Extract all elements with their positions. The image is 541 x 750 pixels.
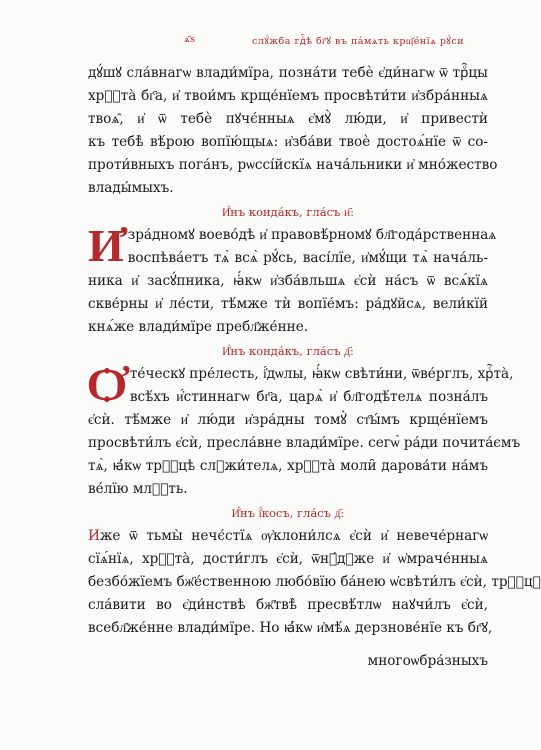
paragraph-kontakion-8 xyxy=(88,218,497,339)
text-line: проти́вныхъ пога́нъ, рѡссі́йскїѧ нача́льники и҆ мно́жество xyxy=(88,157,498,173)
running-title: слꙋ́жба гдⷭ҇ѣ бг҃ꙋ въ па́мѧть крщ҃е́нїѧ рꙋ́си xyxy=(252,36,465,47)
section-heading-kontakion-4: И҆́нъ конда́къ, гла́съ д҃: xyxy=(222,344,354,358)
text-line: дꙋ́шꙋ сла́внагѡ влади́мїра, позна́ти тебѐ є҆ди́нагѡ ѿ трⷪ҇цы xyxy=(88,65,488,81)
text-line: сїѧ́нїѧ, хрⷭ҇та̀, дости́глъ є҆сѝ, ѿнꙋ́дꙋже и҆ ѡ҆мраче́нныѧ xyxy=(88,551,488,567)
paragraph-intro xyxy=(88,62,498,200)
text-line: кнѧ́же влади́мїре пребл҃же́нне. xyxy=(88,319,309,335)
text-line: те́ческꙋ пре́лесть, і҆́дѡлы, ꙗ҆́кѡ свѣти́ни, ѿве́рглъ, хрⷭ҇та̀, xyxy=(129,366,514,382)
text-line: влады́мыхъ. xyxy=(88,180,174,196)
initial-letter: И xyxy=(88,528,100,544)
text-line: всебл҃же́нне влади́мїре. Но ꙗ҆́кѡ и҆мѣ́ѧ дерзнове́нїе къ бг҃ꙋ, xyxy=(88,620,493,636)
text-line: скве́рны и҆ ле́сти, тѣ́мже тѝ вопїе́мъ: ра́дꙋйсѧ, вели́кїй xyxy=(88,296,488,312)
section-heading-kontakion-8: И҆́нъ конда́къ, гла́съ и҃: xyxy=(221,205,355,219)
text-line: ника и҆ засꙋ́пника, ꙗ҆́кѡ и҆зба́вльшѧ є҆сѝ на́съ ѿ всѧ́кїѧ xyxy=(88,273,488,289)
text-line: воспѣва́етъ тѧ̀ всѧ̀ рꙋ́сь, васі́лїе, и҆мꙋ́щи тѧ̀ нача́ль- xyxy=(127,250,488,266)
body-text xyxy=(88,62,541,673)
page-number: ѧ҃ѕ xyxy=(184,34,196,45)
text-line: ве́лїю млⷭ҇ть. xyxy=(88,481,188,497)
section-heading-ikos-4: И҆́нъ і҆́косъ, гла́съ д҃: xyxy=(231,506,345,520)
catchword: многоѡбра́зныхъ xyxy=(367,653,488,669)
dropcap-letter: И҆ xyxy=(88,218,124,272)
text-line: твоѧ̑, и҆ ѿ тебѐ пꙋчє́нныѧ є҆мꙋ̀ лю́ди, и҆ привестѝ xyxy=(88,111,488,127)
paragraph-kontakion-4 xyxy=(88,357,521,501)
text-line: безбо́жїемъ бж҃е́ственною любо́вїю ба́нею ѡ҆свѣти́лъ є҆сѝ, трⷪ҇цꙋ xyxy=(88,574,541,590)
text-line: къ тебѣ̀ вѣ́рою вопїю́щыѧ: и҆зба́ви твоѐ достоѧ́нїе ѿ со- xyxy=(88,134,488,150)
text-line xyxy=(88,525,488,548)
text-line: хрⷭ҇та̀ бг҃а, и҆ твои́мъ крще́нїемъ просвѣти́ти и҆збра́нныѧ xyxy=(88,88,488,104)
text-line: тѧ̀, ꙗ҆́кѡ трⷪ҇цѣ слꙋжи́телѧ, хрⷭ҇та̀ моли̑ дарова́ти на́мъ xyxy=(88,458,488,474)
text-line: є҆сѝ. тѣ́мже и҆ лю́ди и҆зра́дны томꙋ̀ ст҃ы́мъ крще́нїемъ xyxy=(88,412,488,428)
text-line: всѣ́хъ и҆́стиннагѡ бг҃а, царѧ̀ и҆ бл҃годѣ́телѧ позна́лъ xyxy=(129,389,488,405)
text-line: зра́дномꙋ воево́дѣ и҆ правовѣ́рномꙋ бл҃года́рственнаѧ xyxy=(127,227,497,243)
text-line: сла́вити во є҆ди́нствѣ бж҃твѣ̀ пресвѣ́тлѡ наꙋчи́лъ є҆сѝ, xyxy=(88,597,488,613)
dropcap-letter: Ѻ҆ xyxy=(88,357,126,411)
paragraph-ikos-4 xyxy=(88,525,541,673)
text-line: просвѣти́лъ є҆сѝ, пресла́вне влади́мїре. сегѡ̀ ра́ди почита́ємъ xyxy=(88,435,521,451)
text-line-rest: же ѿ тьмы̀ нечє́стїѧ ѹ҆клони́лсѧ є҆сѝ и҆ невече́рнагѡ xyxy=(99,528,488,544)
